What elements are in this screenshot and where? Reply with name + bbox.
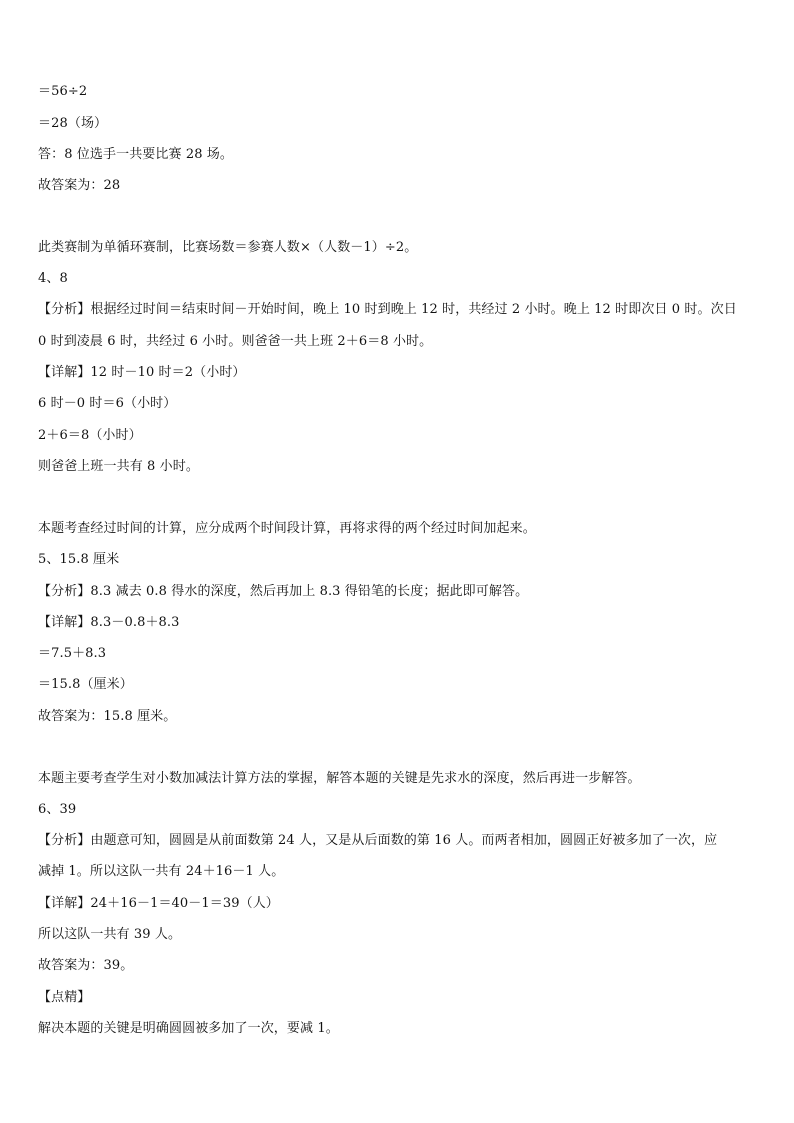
summary-q4: 本题考查经过时间的计算，应分成两个时间段计算，再将求得的两个经过时间加起来。 xyxy=(38,521,536,536)
analysis-q6-line1: 【分析】由题意可知，圆圆是从前面数第 24 人，又是从后面数的第 16 人。而两者相加，圆圆正好被多加了一次，应 xyxy=(38,833,718,848)
detail-q6-conclusion: 所以这队一共有 39 人。 xyxy=(38,927,182,942)
detail-q6-line1: 【详解】24＋16－1＝40－1＝39（人） xyxy=(38,896,279,911)
analysis-q6-line2: 减掉 1。所以这队一共有 24＋16－1 人。 xyxy=(38,864,285,879)
calc-line-28-games: ＝28（场） xyxy=(38,116,108,131)
key-point-heading: 【点精】 xyxy=(38,990,91,1005)
summary-q5: 本题主要考查学生对小数加减法计算方法的掌握，解答本题的关键是先求水的深度，然后再进一步解答。 xyxy=(38,771,641,786)
analysis-q4-line1: 【分析】根据经过时间＝结束时间－开始时间，晚上 10 时到晚上 12 时，共经过 2 小时。晚上 12 时即次日 0 时。次日 xyxy=(38,302,737,317)
analysis-q4-line2: 0 时到凌晨 6 时，共经过 6 小时。则爸爸一共上班 2＋6＝8 小时。 xyxy=(38,334,433,349)
detail-q4-line1: 【详解】12 时－10 时＝2（小时） xyxy=(38,365,246,380)
question-number-6: 6、39 xyxy=(38,802,77,817)
question-number-4: 4、8 xyxy=(38,271,68,286)
final-answer-q3: 故答案为：28 xyxy=(38,178,121,193)
answer-line-q3: 答：8 位选手一共要比赛 28 场。 xyxy=(38,147,234,162)
summary-q3: 此类赛制为单循环赛制，比赛场数＝参赛人数×（人数－1）÷2。 xyxy=(38,240,418,255)
calc-line-56-div-2: ＝56÷2 xyxy=(38,84,88,99)
detail-q5-line3: ＝15.8（厘米） xyxy=(38,677,133,692)
key-point-text: 解决本题的关键是明确圆圆被多加了一次，要减 1。 xyxy=(38,1021,339,1036)
final-answer-q5: 故答案为：15.8 厘米。 xyxy=(38,709,177,724)
detail-q4-conclusion: 则爸爸上班一共有 8 小时。 xyxy=(38,459,199,474)
detail-q4-line2: 6 时－0 时＝6（小时） xyxy=(38,396,177,411)
analysis-q5: 【分析】8.3 减去 0.8 得水的深度，然后再加上 8.3 得铅笔的长度；据此即可解答。 xyxy=(38,584,529,599)
detail-q4-line3: 2＋6＝8（小时） xyxy=(38,428,142,443)
detail-q5-line2: ＝7.5＋8.3 xyxy=(38,646,107,661)
final-answer-q6: 故答案为：39。 xyxy=(38,958,134,973)
question-number-5: 5、15.8 厘米 xyxy=(38,552,120,567)
detail-q5-line1: 【详解】8.3－0.8＋8.3 xyxy=(38,615,180,630)
